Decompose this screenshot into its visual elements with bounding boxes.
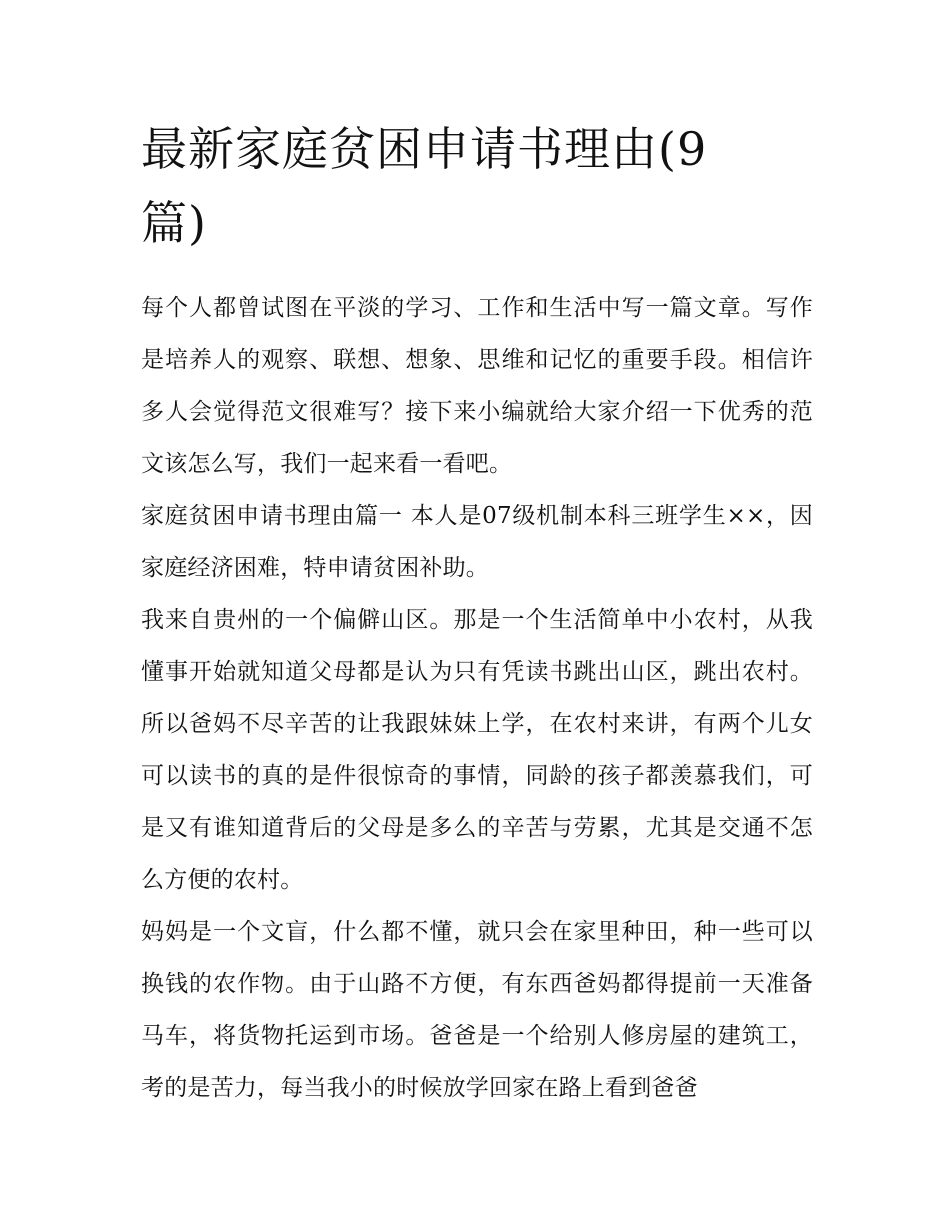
paragraph-background: 我来自贵州的一个偏僻山区。那是一个生活简单中小农村，从我懂事开始就知道父母都是认为只有凭读书跳出山区，跳出农村。所以爸妈不尽辛苦的让我跟妹妹上学，在农村来讲，有两个儿女可以读书的真的是件很惊奇的事情，同龄的孩子都羡慕我们，可是又有谁知道背后的父母是多么的辛苦与劳累，尤其是交通不怎么方便的农村。 <box>141 607 813 893</box>
paragraph-applicant: 家庭贫困申请书理由篇一 本人是07级机制本科三班学生××，因家庭经济困难，特申请贫困补助。 <box>141 503 813 581</box>
paragraph-intro: 每个人都曾试图在平淡的学习、工作和生活中写一篇文章。写作是培养人的观察、联想、想象、思维和记忆的重要手段。相信许多人会觉得范文很难写？接下来小编就给大家介绍一下优秀的范文该怎么写，我们一起来看一看吧。 <box>141 295 813 477</box>
paragraph-parents: 妈妈是一个文盲，什么都不懂，就只会在家里种田，种一些可以换钱的农作物。由于山路不方便，有东西爸妈都得提前一天准备马车，将货物托运到市场。爸爸是一个给别人修房屋的建筑工，考的是苦力，每当我小的时候放学回家在路上看到爸爸 <box>141 919 813 1101</box>
document-title: 最新家庭贫困申请书理由(9篇) <box>141 122 708 250</box>
document-page <box>141 112 813 1114</box>
